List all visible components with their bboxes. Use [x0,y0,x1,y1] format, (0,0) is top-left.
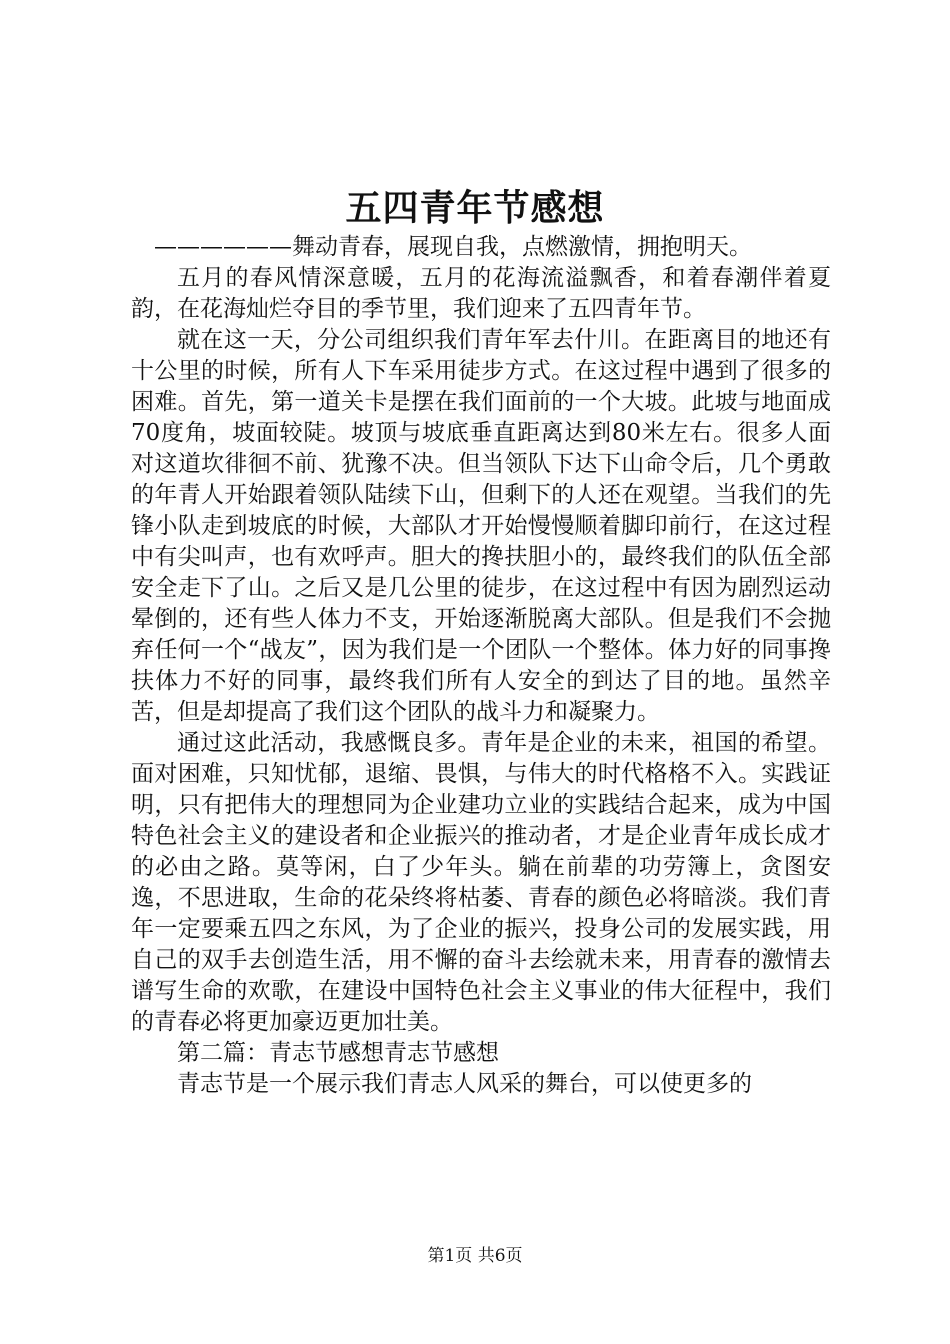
paragraph-1: 五月的春风情深意暖，五月的花海流溢飘香，和着春潮伴着夏韵，在花海灿烂夺目的季节里，我们迎来了五四青年节。 [131,265,831,322]
paragraph-3: 通过这此活动，我感慨良多。青年是企业的未来，祖国的希望。面对困难，只知忧郁，退缩、畏惧，与伟大的时代格格不入。实践证明，只有把伟大的理想同为企业建功立业的实践结合起来，成为中国特色社会主义的建设者和企业振兴的推动者，才是企业青年成长成才的必由之路。莫等闲，白了少年头。躺在前辈的功劳簿上，贪图安逸，不思进取，生命的花朵终将枯萎、青春的颜色必将暗淡。我们青年一定要乘五四之东风，为了企业的振兴，投身公司的发展实践，用自己的双手去创造生活，用不懈的奋斗去绘就未来，用青春的激情去谱写生命的欢歌，在建设中国特色社会主义事业的伟大征程中，我们的青春必将更加豪迈更加壮美。 [131,730,831,1035]
paragraph-2: 就在这一天，分公司组织我们青年军去什川。在距离目的地还有十公里的时候，所有人下车采用徒步方式。在这过程中遇到了很多的困难。首先，第一道关卡是摆在我们面前的一个大坡。此坡与地面成70度角，坡面较陡。坡顶与坡底垂直距离达到80米左右。很多人面对这道坎徘徊不前、犹豫不决。但当领队下达下山命令后，几个勇敢的年青人开始跟着领队陆续下山，但剩下的人还在观望。当我们的先锋小队走到坡底的时候，大部队才开始慢慢顺着脚印前行，在这过程中有尖叫声，也有欢呼声。胆大的搀扶胆小的，最终我们的队伍全部安全走下了山。之后又是几公里的徒步，在这过程中有因为剧烈运动晕倒的，还有些人体力不支，开始逐渐脱离大部队。但是我们不会抛弃任何一个“战友”，因为我们是一个团队一个整体。体力好的同事搀扶体力不好的同事，最终我们所有人安全的到达了目的地。虽然辛苦，但是却提高了我们这个团队的战斗力和凝聚力。 [131,327,831,725]
paragraph-4: 青志节是一个展示我们青志人风采的舞台，可以使更多的 [177,1071,752,1097]
document-body [131,232,831,1100]
document-title: 五四青年节感想 [345,187,605,229]
document-subtitle: ——————舞动青春，展现自我，点燃激情，拥抱明天。 [154,234,752,260]
section-heading: 第二篇：青志节感想青志节感想 [177,1040,499,1066]
page-number-footer: 第1页 共6页 [427,1246,523,1266]
